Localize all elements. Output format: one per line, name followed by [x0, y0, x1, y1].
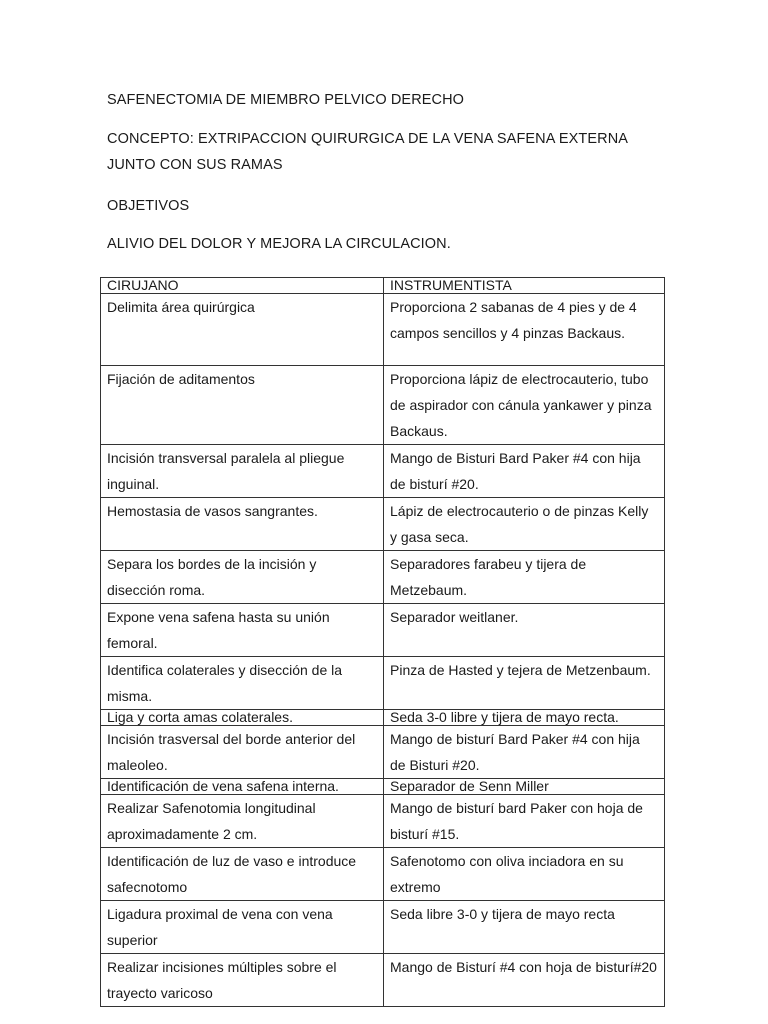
concept-line-1: CONCEPTO: EXTRIPACCION QUIRURGICA DE LA VENA SAFENA EXTERNA — [107, 131, 629, 147]
table-row — [101, 795, 665, 848]
instrumentista-cell: Separadores farabeu y tijera de Metzebaum. — [384, 551, 665, 604]
cirujano-cell: Delimita área quirúrgica — [101, 294, 384, 366]
instrumentista-cell: Mango de Bisturí #4 con hoja de bisturí#20 — [384, 954, 665, 1007]
cirujano-cell: Identifica colaterales y disección de la misma. — [101, 657, 384, 710]
table-row — [101, 779, 665, 795]
table-row — [101, 604, 665, 657]
table-row — [101, 901, 665, 954]
cirujano-cell: Fijación de aditamentos — [101, 366, 384, 445]
table-row — [101, 726, 665, 779]
cirujano-cell: Incisión trasversal del borde anterior del maleoleo. — [101, 726, 384, 779]
table-row — [101, 657, 665, 710]
concept-line-2: JUNTO CON SUS RAMAS — [107, 157, 283, 173]
cirujano-cell: Hemostasia de vasos sangrantes. — [101, 498, 384, 551]
table-row — [101, 445, 665, 498]
cirujano-cell: Incisión transversal paralela al pliegue inguinal. — [101, 445, 384, 498]
objectives-heading: OBJETIVOS — [107, 198, 190, 214]
cirujano-cell: Identificación de vena safena interna. — [101, 779, 384, 795]
table-row — [101, 366, 665, 445]
instrumentista-cell: Safenotomo con oliva inciadora en su extremo — [384, 848, 665, 901]
table-row — [101, 551, 665, 604]
document-title: SAFENECTOMIA DE MIEMBRO PELVICO DERECHO — [107, 92, 465, 108]
cirujano-cell: Liga y corta amas colaterales. — [101, 710, 384, 726]
table-row — [101, 848, 665, 901]
header-cirujano: CIRUJANO — [101, 278, 384, 294]
instrumentista-cell: Lápiz de electrocauterio o de pinzas Kelly y gasa seca. — [384, 498, 665, 551]
table-header-row — [101, 278, 665, 294]
header-instrumentista: INSTRUMENTISTA — [384, 278, 665, 294]
table-row — [101, 710, 665, 726]
instrumentista-cell: Mango de Bisturi Bard Paker #4 con hija de bisturí #20. — [384, 445, 665, 498]
cirujano-cell: Separa los bordes de la incisión y disección roma. — [101, 551, 384, 604]
cirujano-cell: Expone vena safena hasta su unión femoral. — [101, 604, 384, 657]
cirujano-cell: Realizar incisiones múltiples sobre el trayecto varicoso — [101, 954, 384, 1007]
objective-text: ALIVIO DEL DOLOR Y MEJORA LA CIRCULACION. — [107, 236, 451, 252]
cirujano-cell: Realizar Safenotomia longitudinal aproximadamente 2 cm. — [101, 795, 384, 848]
instrumentista-cell: Separador de Senn Miller — [384, 779, 665, 795]
table-row — [101, 498, 665, 551]
cirujano-cell: Identificación de luz de vaso e introduce safecnotomo — [101, 848, 384, 901]
table-row — [101, 954, 665, 1007]
instrumentista-cell: Mango de bisturí Bard Paker #4 con hija de Bisturi #20. — [384, 726, 665, 779]
procedure-table — [100, 277, 665, 1007]
instrumentista-cell: Pinza de Hasted y tejera de Metzenbaum. — [384, 657, 665, 710]
instrumentista-cell: Separador weitlaner. — [384, 604, 665, 657]
table-row — [101, 294, 665, 366]
instrumentista-cell: Seda libre 3-0 y tijera de mayo recta — [384, 901, 665, 954]
cirujano-cell: Ligadura proximal de vena con vena superior — [101, 901, 384, 954]
instrumentista-cell: Seda 3-0 libre y tijera de mayo recta. — [384, 710, 665, 726]
instrumentista-cell: Proporciona 2 sabanas de 4 pies y de 4 campos sencillos y 4 pinzas Backaus. — [384, 294, 665, 366]
instrumentista-cell: Proporciona lápiz de electrocauterio, tubo de aspirador con cánula yankawer y pinza Backaus. — [384, 366, 665, 445]
instrumentista-cell: Mango de bisturí bard Paker con hoja de bisturí #15. — [384, 795, 665, 848]
